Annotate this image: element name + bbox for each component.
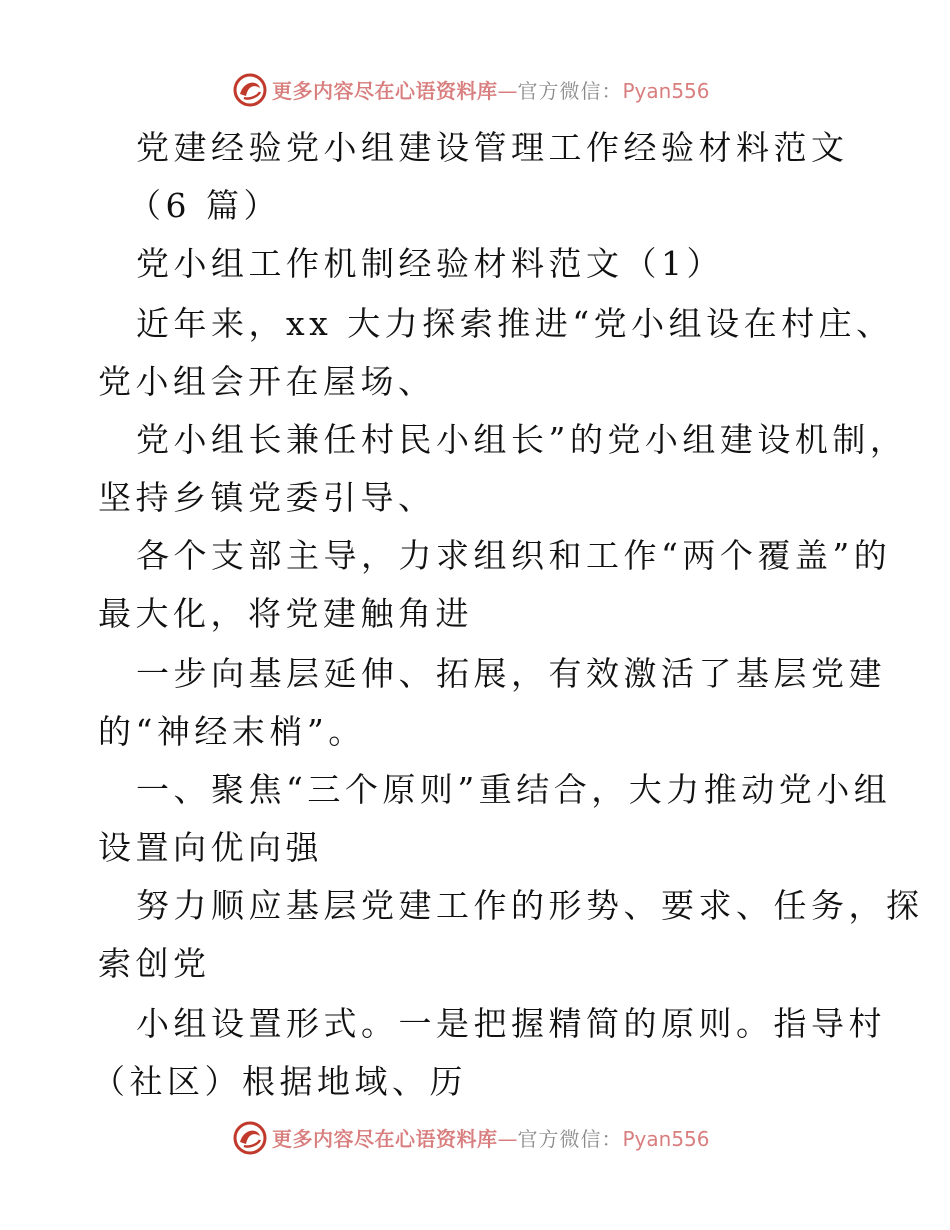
- logo-icon: [232, 72, 268, 108]
- watermark-slogan: 更多内容尽在心语资料库: [272, 1127, 498, 1151]
- paragraph-1-line-2: 党小组会开在屋场、: [98, 362, 436, 401]
- watermark-dash: —: [497, 79, 518, 103]
- document-title-line-2: （6 篇）: [128, 186, 281, 225]
- logo-icon: [232, 1120, 268, 1156]
- paragraph-5-line-1: 努力顺应基层党建工作的形势、要求、任务，探: [136, 886, 924, 925]
- document-title-line-1: 党建经验党小组建设管理工作经验材料范文: [136, 128, 849, 167]
- watermark-wechat-label: 官方微信：: [517, 1127, 623, 1151]
- paragraph-2-line-2: 坚持乡镇党委引导、: [98, 478, 436, 517]
- paragraph-6-line-1: 小组设置形式。一是把握精简的原则。指导村: [136, 1004, 886, 1043]
- paragraph-4-line-1: 一步向基层延伸、拓展，有效激活了基层党建: [136, 654, 886, 693]
- watermark-wechat-label: 官方微信：: [517, 79, 623, 103]
- paragraph-5-line-2: 索创党: [98, 944, 211, 983]
- paragraph-3-line-2: 最大化，将党建触角进: [98, 594, 473, 633]
- watermark-wechat-id: Pyan556: [622, 79, 710, 103]
- section-title: 党小组工作机制经验材料范文（1）: [136, 244, 724, 283]
- footer-watermark: [0, 1120, 950, 1160]
- heading-1-line-1: 一、聚焦“三个原则”重结合，大力推动党小组: [136, 770, 892, 809]
- paragraph-1-line-1: 近年来，xx 大力探索推进“党小组设在村庄、: [136, 304, 894, 343]
- watermark-dash: —: [497, 1127, 518, 1151]
- watermark-slogan: 更多内容尽在心语资料库: [272, 79, 498, 103]
- header-watermark: [0, 72, 950, 112]
- paragraph-6-line-2: （社区）根据地域、历: [92, 1062, 467, 1101]
- paragraph-4-line-2: 的“神经末梢”。: [98, 712, 366, 751]
- paragraph-2-line-1: 党小组长兼任村民小组长”的党小组建设机制，: [136, 420, 908, 459]
- paragraph-3-line-1: 各个支部主导，力求组织和工作“两个覆盖”的: [136, 536, 892, 575]
- watermark-wechat-id: Pyan556: [622, 1127, 710, 1151]
- watermark-text: [272, 1126, 710, 1152]
- watermark-text: [272, 78, 710, 104]
- heading-1-line-2: 设置向优向强: [98, 828, 323, 867]
